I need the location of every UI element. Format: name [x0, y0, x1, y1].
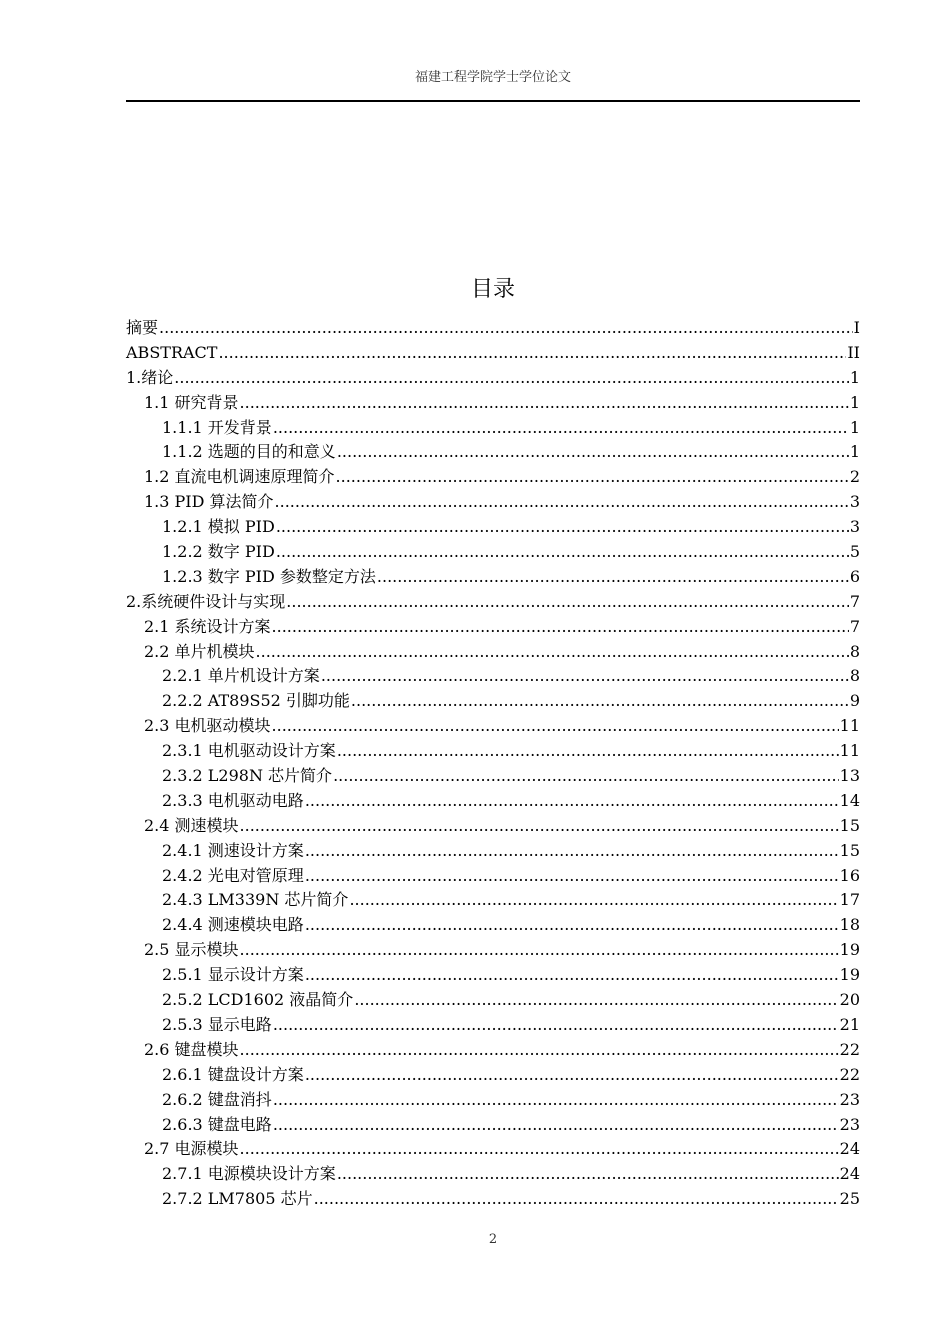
toc-entry-page: 1 — [849, 367, 860, 387]
toc-leader-dots — [305, 963, 839, 988]
toc-entry[interactable] — [126, 1137, 860, 1162]
toc-entry[interactable] — [126, 515, 860, 540]
toc-entry-label: 2.2.2 AT89S52 引脚功能 — [162, 691, 350, 711]
toc-entry-label: 1.2.3 数字 PID 参数整定方法 — [162, 566, 376, 586]
toc-entry-label: 2.7 电源模块 — [144, 1139, 239, 1159]
toc-entry-label: 2.5.3 显示电路 — [162, 1014, 272, 1034]
toc-leader-dots — [218, 341, 846, 366]
toc-entry-label: 1.绪论 — [126, 367, 174, 387]
toc-entry-label: 1.3 PID 算法简介 — [144, 492, 274, 512]
toc-entry[interactable] — [126, 391, 860, 416]
toc-entry-label: 2.3.1 电机驱动设计方案 — [162, 741, 336, 761]
toc-entry-page: 7 — [849, 616, 860, 636]
toc-leader-dots — [305, 1063, 839, 1088]
toc-entry[interactable] — [126, 1162, 860, 1187]
toc-leader-dots — [272, 714, 839, 739]
toc-entry-label: 2.4.3 LM339N 芯片简介 — [162, 890, 349, 910]
toc-entry[interactable] — [126, 1063, 860, 1088]
toc-entry-page: 15 — [839, 815, 860, 835]
toc-entry[interactable] — [126, 565, 860, 590]
toc-entry-page: 21 — [839, 1014, 860, 1034]
toc-leader-dots — [377, 565, 849, 590]
toc-leader-dots — [240, 814, 839, 839]
toc-leader-dots — [333, 764, 839, 789]
toc-entry-label: 2.4.1 测速设计方案 — [162, 840, 304, 860]
toc-leader-dots — [305, 839, 839, 864]
toc-entry[interactable] — [126, 689, 860, 714]
toc-leader-dots — [305, 789, 839, 814]
toc-entry-page: 16 — [839, 865, 860, 885]
toc-leader-dots — [240, 938, 839, 963]
toc-leader-dots — [273, 1113, 839, 1138]
toc-entry-label: 2.7.1 电源模块设计方案 — [162, 1164, 336, 1184]
toc-entry-page: 8 — [849, 641, 860, 661]
toc-entry-page: 1 — [849, 392, 860, 412]
toc-entry-label: 2.3.2 L298N 芯片简介 — [162, 766, 333, 786]
toc-entry[interactable] — [126, 640, 860, 665]
toc-entry-label: 1.1.2 选题的目的和意义 — [162, 442, 336, 462]
toc-entry[interactable] — [126, 1187, 860, 1212]
toc-entry-page: 14 — [839, 790, 860, 810]
toc-leader-dots — [273, 1088, 839, 1113]
toc-entry-label: 2.6.3 键盘电路 — [162, 1114, 272, 1134]
toc-entry[interactable] — [126, 440, 860, 465]
toc-entry-label: 1.1.1 开发背景 — [162, 417, 272, 437]
toc-entry-label: 1.1 研究背景 — [144, 392, 239, 412]
toc-leader-dots — [276, 540, 849, 565]
toc-entry-label: 1.2.1 模拟 PID — [162, 517, 275, 537]
toc-entry-page: 8 — [849, 666, 860, 686]
toc-leader-dots — [321, 664, 849, 689]
toc-entry-page: 15 — [839, 840, 860, 860]
toc-entry[interactable] — [126, 366, 860, 391]
toc-entry-page: 24 — [839, 1139, 860, 1159]
toc-entry-page: 20 — [839, 990, 860, 1010]
toc-entry[interactable] — [126, 714, 860, 739]
toc-leader-dots — [286, 590, 849, 615]
toc-entry[interactable] — [126, 988, 860, 1013]
toc-entry-page: 3 — [849, 517, 860, 537]
toc-entry[interactable] — [126, 739, 860, 764]
toc-entry-page: 3 — [849, 492, 860, 512]
toc-entry-label: 2.3 电机驱动模块 — [144, 716, 271, 736]
toc-leader-dots — [240, 1038, 839, 1063]
toc-leader-dots — [275, 490, 849, 515]
toc-entry[interactable] — [126, 416, 860, 441]
toc-entry[interactable] — [126, 664, 860, 689]
toc-leader-dots — [273, 416, 849, 441]
toc-leader-dots — [174, 366, 849, 391]
toc-entry[interactable] — [126, 938, 860, 963]
toc-entry-label: 1.2 直流电机调速原理简介 — [144, 467, 335, 487]
toc-entry-label: 2.4 测速模块 — [144, 815, 239, 835]
toc-entry-page: 19 — [839, 965, 860, 985]
toc-entry[interactable] — [126, 540, 860, 565]
toc-entry-label: 2.1 系统设计方案 — [144, 616, 271, 636]
toc-entry-page: 18 — [839, 915, 860, 935]
toc-entry[interactable] — [126, 839, 860, 864]
toc-entry[interactable] — [126, 814, 860, 839]
toc-entry[interactable] — [126, 341, 860, 366]
toc-entry[interactable] — [126, 615, 860, 640]
toc-leader-dots — [337, 440, 849, 465]
toc-entry[interactable] — [126, 1088, 860, 1113]
toc-leader-dots — [305, 913, 839, 938]
toc-entry-label: ABSTRACT — [126, 342, 218, 362]
toc-entry-page: 22 — [839, 1039, 860, 1059]
toc-entry[interactable] — [126, 590, 860, 615]
toc-entry-label: 2.4.4 测速模块电路 — [162, 915, 304, 935]
toc-entry-page: 17 — [839, 890, 860, 910]
toc-entry-label: 2.5.1 显示设计方案 — [162, 965, 304, 985]
toc-entry[interactable] — [126, 864, 860, 889]
toc-entry[interactable] — [126, 490, 860, 515]
toc-leader-dots — [337, 1162, 839, 1187]
toc-entry[interactable] — [126, 888, 860, 913]
toc-entry[interactable] — [126, 963, 860, 988]
toc-leader-dots — [272, 615, 849, 640]
toc-entry[interactable] — [126, 1013, 860, 1038]
toc-leader-dots — [354, 988, 838, 1013]
page-title: 目录 — [470, 277, 515, 302]
toc-leader-dots — [337, 739, 839, 764]
toc-leader-dots — [349, 888, 838, 913]
toc-entry-label: 2.6.2 键盘消抖 — [162, 1089, 272, 1109]
toc-entry[interactable] — [126, 1113, 860, 1138]
toc-entry-page: 13 — [839, 766, 860, 786]
toc-entry-page: 5 — [849, 542, 860, 562]
toc-entry[interactable] — [126, 789, 860, 814]
toc-entry[interactable] — [126, 316, 860, 341]
toc-leader-dots — [314, 1187, 839, 1212]
table-of-contents — [126, 316, 860, 1212]
toc-entry-page: 6 — [849, 566, 860, 586]
toc-entry-label: 摘要 — [126, 318, 159, 337]
toc-entry[interactable] — [126, 1038, 860, 1063]
toc-leader-dots — [305, 864, 839, 889]
toc-entry-label: 2.7.2 LM7805 芯片 — [162, 1189, 313, 1209]
toc-entry-label: 2.6.1 键盘设计方案 — [162, 1064, 304, 1084]
toc-entry-page: 23 — [839, 1089, 860, 1109]
running-header: 福建工程学院学士学位论文 — [414, 70, 571, 85]
toc-leader-dots — [273, 1013, 839, 1038]
toc-entry-page: 2 — [849, 467, 860, 487]
toc-entry-page: 1 — [849, 417, 860, 437]
toc-leader-dots — [159, 316, 853, 341]
header-rule — [126, 100, 860, 102]
toc-entry[interactable] — [126, 465, 860, 490]
toc-entry-label: 2.系统硬件设计与实现 — [126, 591, 286, 611]
toc-entry-page: 22 — [839, 1064, 860, 1084]
toc-entry[interactable] — [126, 764, 860, 789]
toc-entry-label: 1.2.2 数字 PID — [162, 542, 275, 562]
toc-leader-dots — [256, 640, 849, 665]
toc-leader-dots — [351, 689, 849, 714]
toc-leader-dots — [240, 1137, 839, 1162]
toc-leader-dots — [336, 465, 849, 490]
toc-entry-label: 2.2.1 单片机设计方案 — [162, 666, 320, 686]
toc-entry-page: 19 — [839, 940, 860, 960]
toc-entry-page: II — [847, 342, 860, 362]
toc-entry-page: 9 — [849, 691, 860, 711]
toc-leader-dots — [276, 515, 849, 540]
toc-entry-page: 1 — [849, 442, 860, 462]
toc-entry-page: 23 — [839, 1114, 860, 1134]
toc-leader-dots — [240, 391, 849, 416]
toc-entry-label: 2.5.2 LCD1602 液晶简介 — [162, 990, 354, 1010]
toc-entry-label: 2.4.2 光电对管原理 — [162, 865, 304, 885]
toc-entry-label: 2.5 显示模块 — [144, 940, 239, 960]
toc-entry-label: 2.3.3 电机驱动电路 — [162, 790, 304, 810]
toc-entry-page: 11 — [839, 741, 860, 761]
toc-entry-page: 24 — [839, 1164, 860, 1184]
toc-entry-label: 2.6 键盘模块 — [144, 1039, 239, 1059]
toc-entry-label: 2.2 单片机模块 — [144, 641, 255, 661]
toc-entry-page: 11 — [839, 716, 860, 736]
toc-entry-page: 25 — [839, 1189, 860, 1209]
toc-entry-page: I — [853, 318, 860, 337]
page-number: 2 — [488, 1232, 498, 1247]
toc-entry-page: 7 — [849, 591, 860, 611]
toc-entry[interactable] — [126, 913, 860, 938]
